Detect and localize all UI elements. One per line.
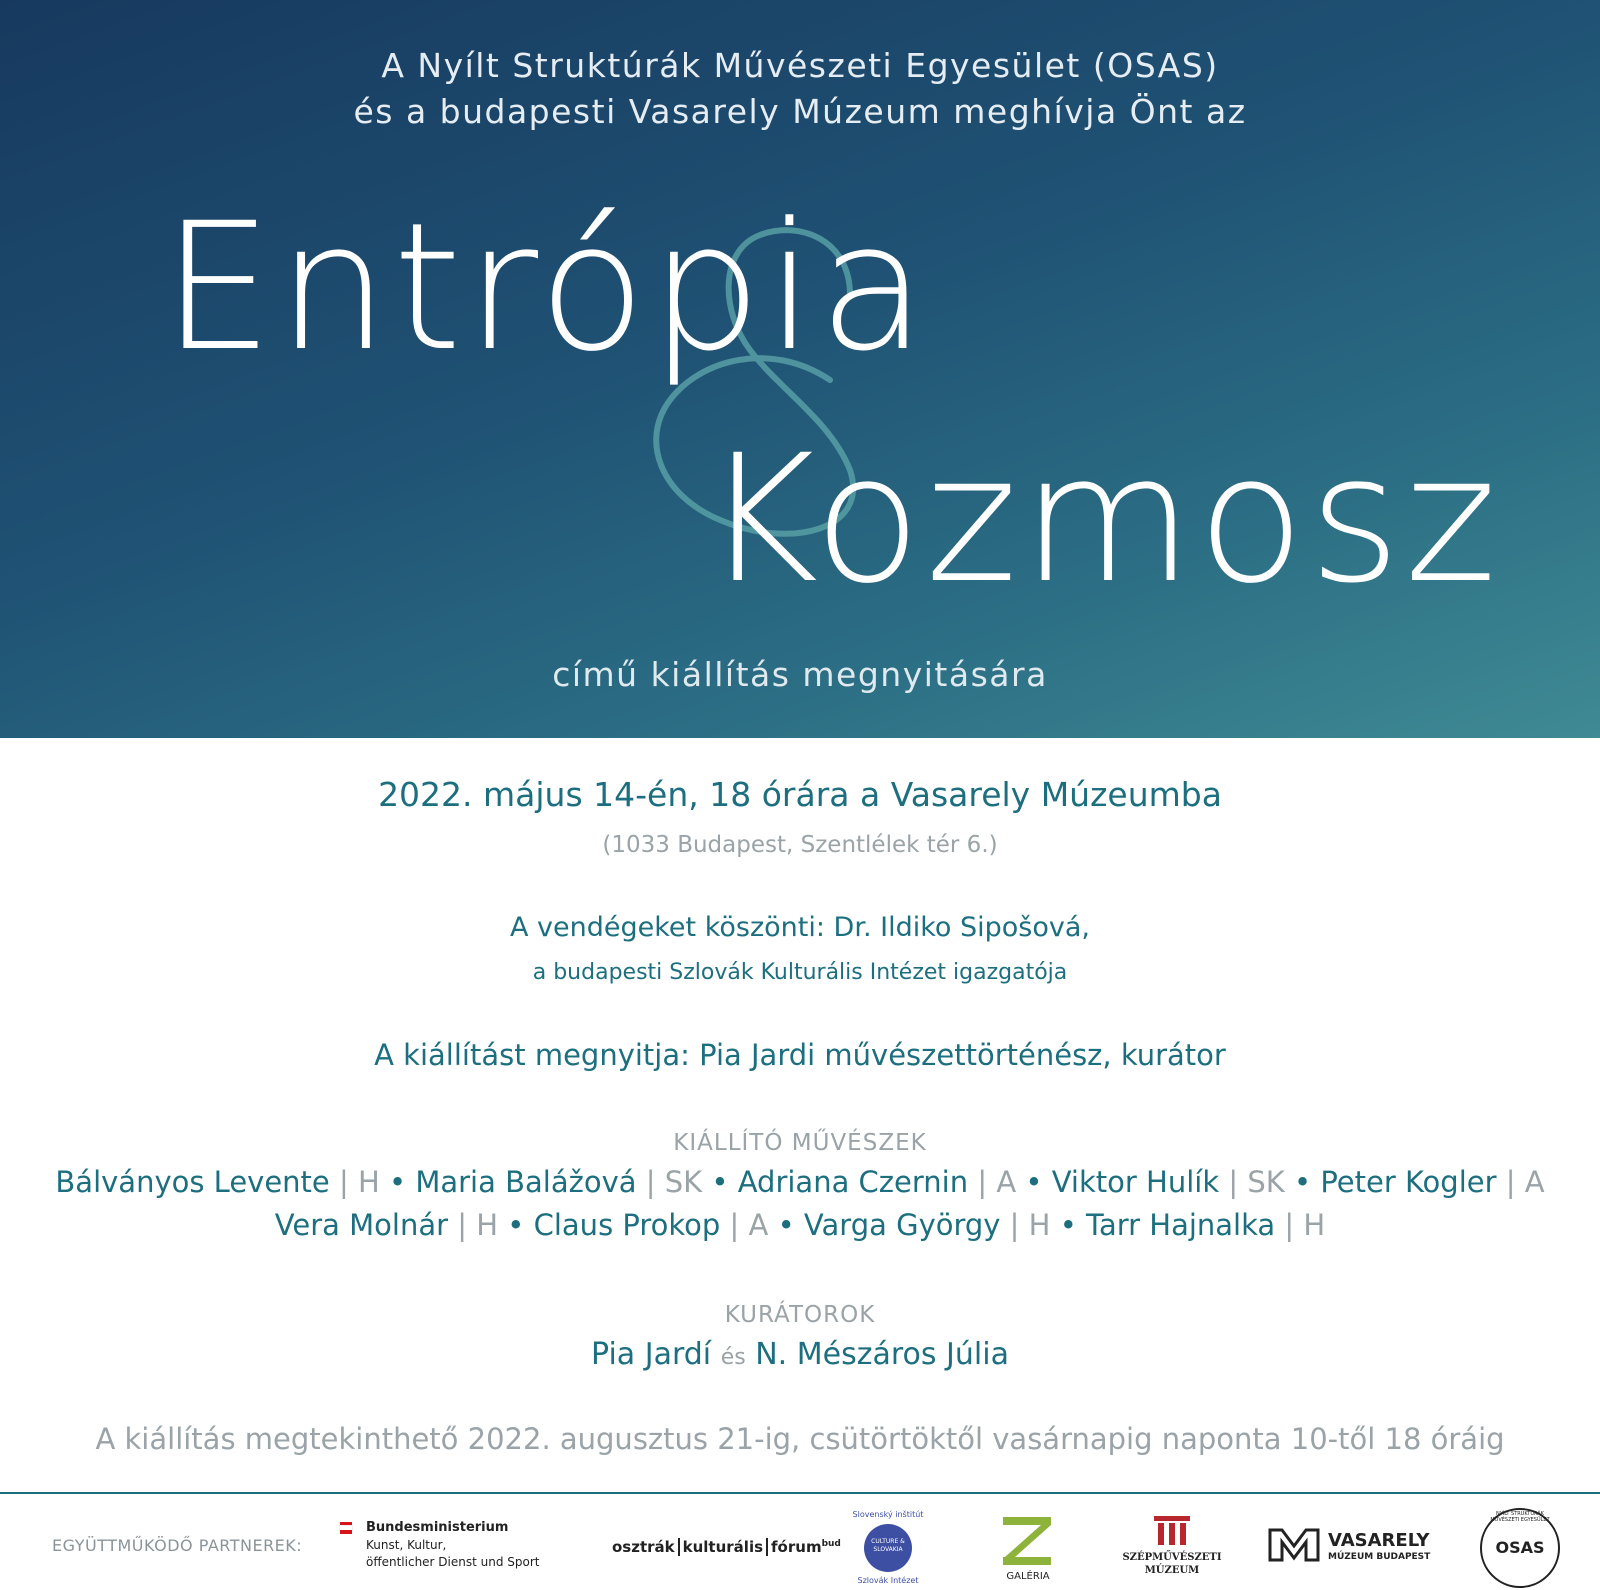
separator-dot: • [777, 1208, 795, 1242]
artist-country: SK [1247, 1165, 1285, 1199]
artist-name: Bálványos Levente [55, 1165, 330, 1199]
curators-heading: KURÁTOROK [724, 1302, 876, 1328]
artist-country: A [996, 1165, 1017, 1199]
szepmuveszeti-muzeum-logo: SZÉPMŰVÉSZETI MÚZEUM [1120, 1514, 1224, 1586]
artist-name: Maria Balážová [415, 1165, 637, 1199]
z-galeria-logo: GALÉRIA [1000, 1515, 1056, 1585]
separator-dot: • [1294, 1165, 1312, 1199]
osztrak-kulturalis-forum-logo: osztrák kulturális fórum$^{bud}$ [612, 1538, 841, 1556]
artist-country: H [357, 1165, 380, 1199]
artist-name: Claus Prokop [533, 1208, 721, 1242]
artist-name: Vera Molnár [274, 1208, 449, 1242]
artist-name: Varga György [803, 1208, 1001, 1242]
artist-name: Viktor Hulík [1051, 1165, 1220, 1199]
intro-line-1: A Nyílt Struktúrák Művészeti Egyesület (OSAS) [381, 46, 1219, 85]
curator-connector: és [720, 1345, 746, 1370]
curator-name-1: Pia Jardí [591, 1337, 712, 1372]
z-mark-icon [1000, 1515, 1056, 1567]
osas-logo: NYÍLT STRUKTÚRÁK MŰVÉSZETI EGYESÜLET OSAS [1480, 1508, 1560, 1588]
artists-row-1: Bálványos Levente | H • Maria Balážová | SK • Adriana Czernin | A • Viktor Hulík | SK • Peter Kogler | A [55, 1165, 1545, 1199]
event-date-line: 2022. május 14-én, 18 órára a Vasarely Múzeumba [378, 775, 1222, 814]
artist-country: A [748, 1208, 769, 1242]
separator-dot: • [1059, 1208, 1077, 1242]
event-address: (1033 Budapest, Szentlélek tér 6.) [602, 832, 998, 858]
separator-dot: • [389, 1165, 407, 1199]
greeting-role: a budapesti Szlovák Kulturális Intézet igazgatója [532, 960, 1068, 985]
artist-country: H [476, 1208, 499, 1242]
viewing-info: A kiállítás megtekinthető 2022. augusztus 21-ig, csütörtöktől vasárnapig naponta 10-től 18 óráig [95, 1422, 1505, 1456]
artist-country: H [1028, 1208, 1051, 1242]
artists-row-2: Vera Molnár | H • Claus Prokop | A • Varga György | H • Tarr Hajnalka | H [274, 1208, 1326, 1242]
slovak-institute-logo: Slovenský inštitút CULTURE & SLOVAKIA Szlovák Intézet [852, 1510, 924, 1585]
curators-names [0, 1337, 1600, 1372]
separator-dot: • [711, 1165, 729, 1199]
artist-name: Adriana Czernin [737, 1165, 969, 1199]
partners-label: EGYÜTTMŰKÖDŐ PARTNEREK: [52, 1536, 303, 1555]
artist-country: SK [664, 1165, 703, 1199]
artist-country: A [1524, 1165, 1545, 1199]
artists-heading: KIÁLLÍTÓ MŰVÉSZEK [673, 1130, 927, 1156]
greeting-line: A vendégeket köszönti: Dr. Ildiko Sipošová, [510, 912, 1090, 943]
artist-country: H [1303, 1208, 1326, 1242]
curator-name-2: N. Mészáros Júlia [755, 1337, 1009, 1372]
title-kozmosz: Kozmosz [703, 417, 1501, 622]
hero-banner [0, 0, 1600, 738]
vasarely-mark-icon [1268, 1528, 1320, 1562]
artist-name: Peter Kogler [1320, 1165, 1497, 1199]
separator-dot: • [1025, 1165, 1043, 1199]
artist-name: Tarr Hajnalka [1086, 1208, 1276, 1242]
intro-line-2: és a budapesti Vasarely Múzeum meghívja Önt az [353, 92, 1247, 131]
divider [0, 1492, 1600, 1494]
vasarely-muzeum-logo: VASARELY MÚZEUM BUDAPEST [1268, 1528, 1438, 1568]
subtitle: című kiállítás megnyitására [552, 655, 1048, 694]
opener-line: A kiállítást megnyitja: Pia Jardi művészettörténész, kurátor [374, 1038, 1226, 1072]
columns-icon [1120, 1514, 1224, 1548]
title-entropia: Entrópia [162, 185, 931, 390]
separator-dot: • [507, 1208, 525, 1242]
